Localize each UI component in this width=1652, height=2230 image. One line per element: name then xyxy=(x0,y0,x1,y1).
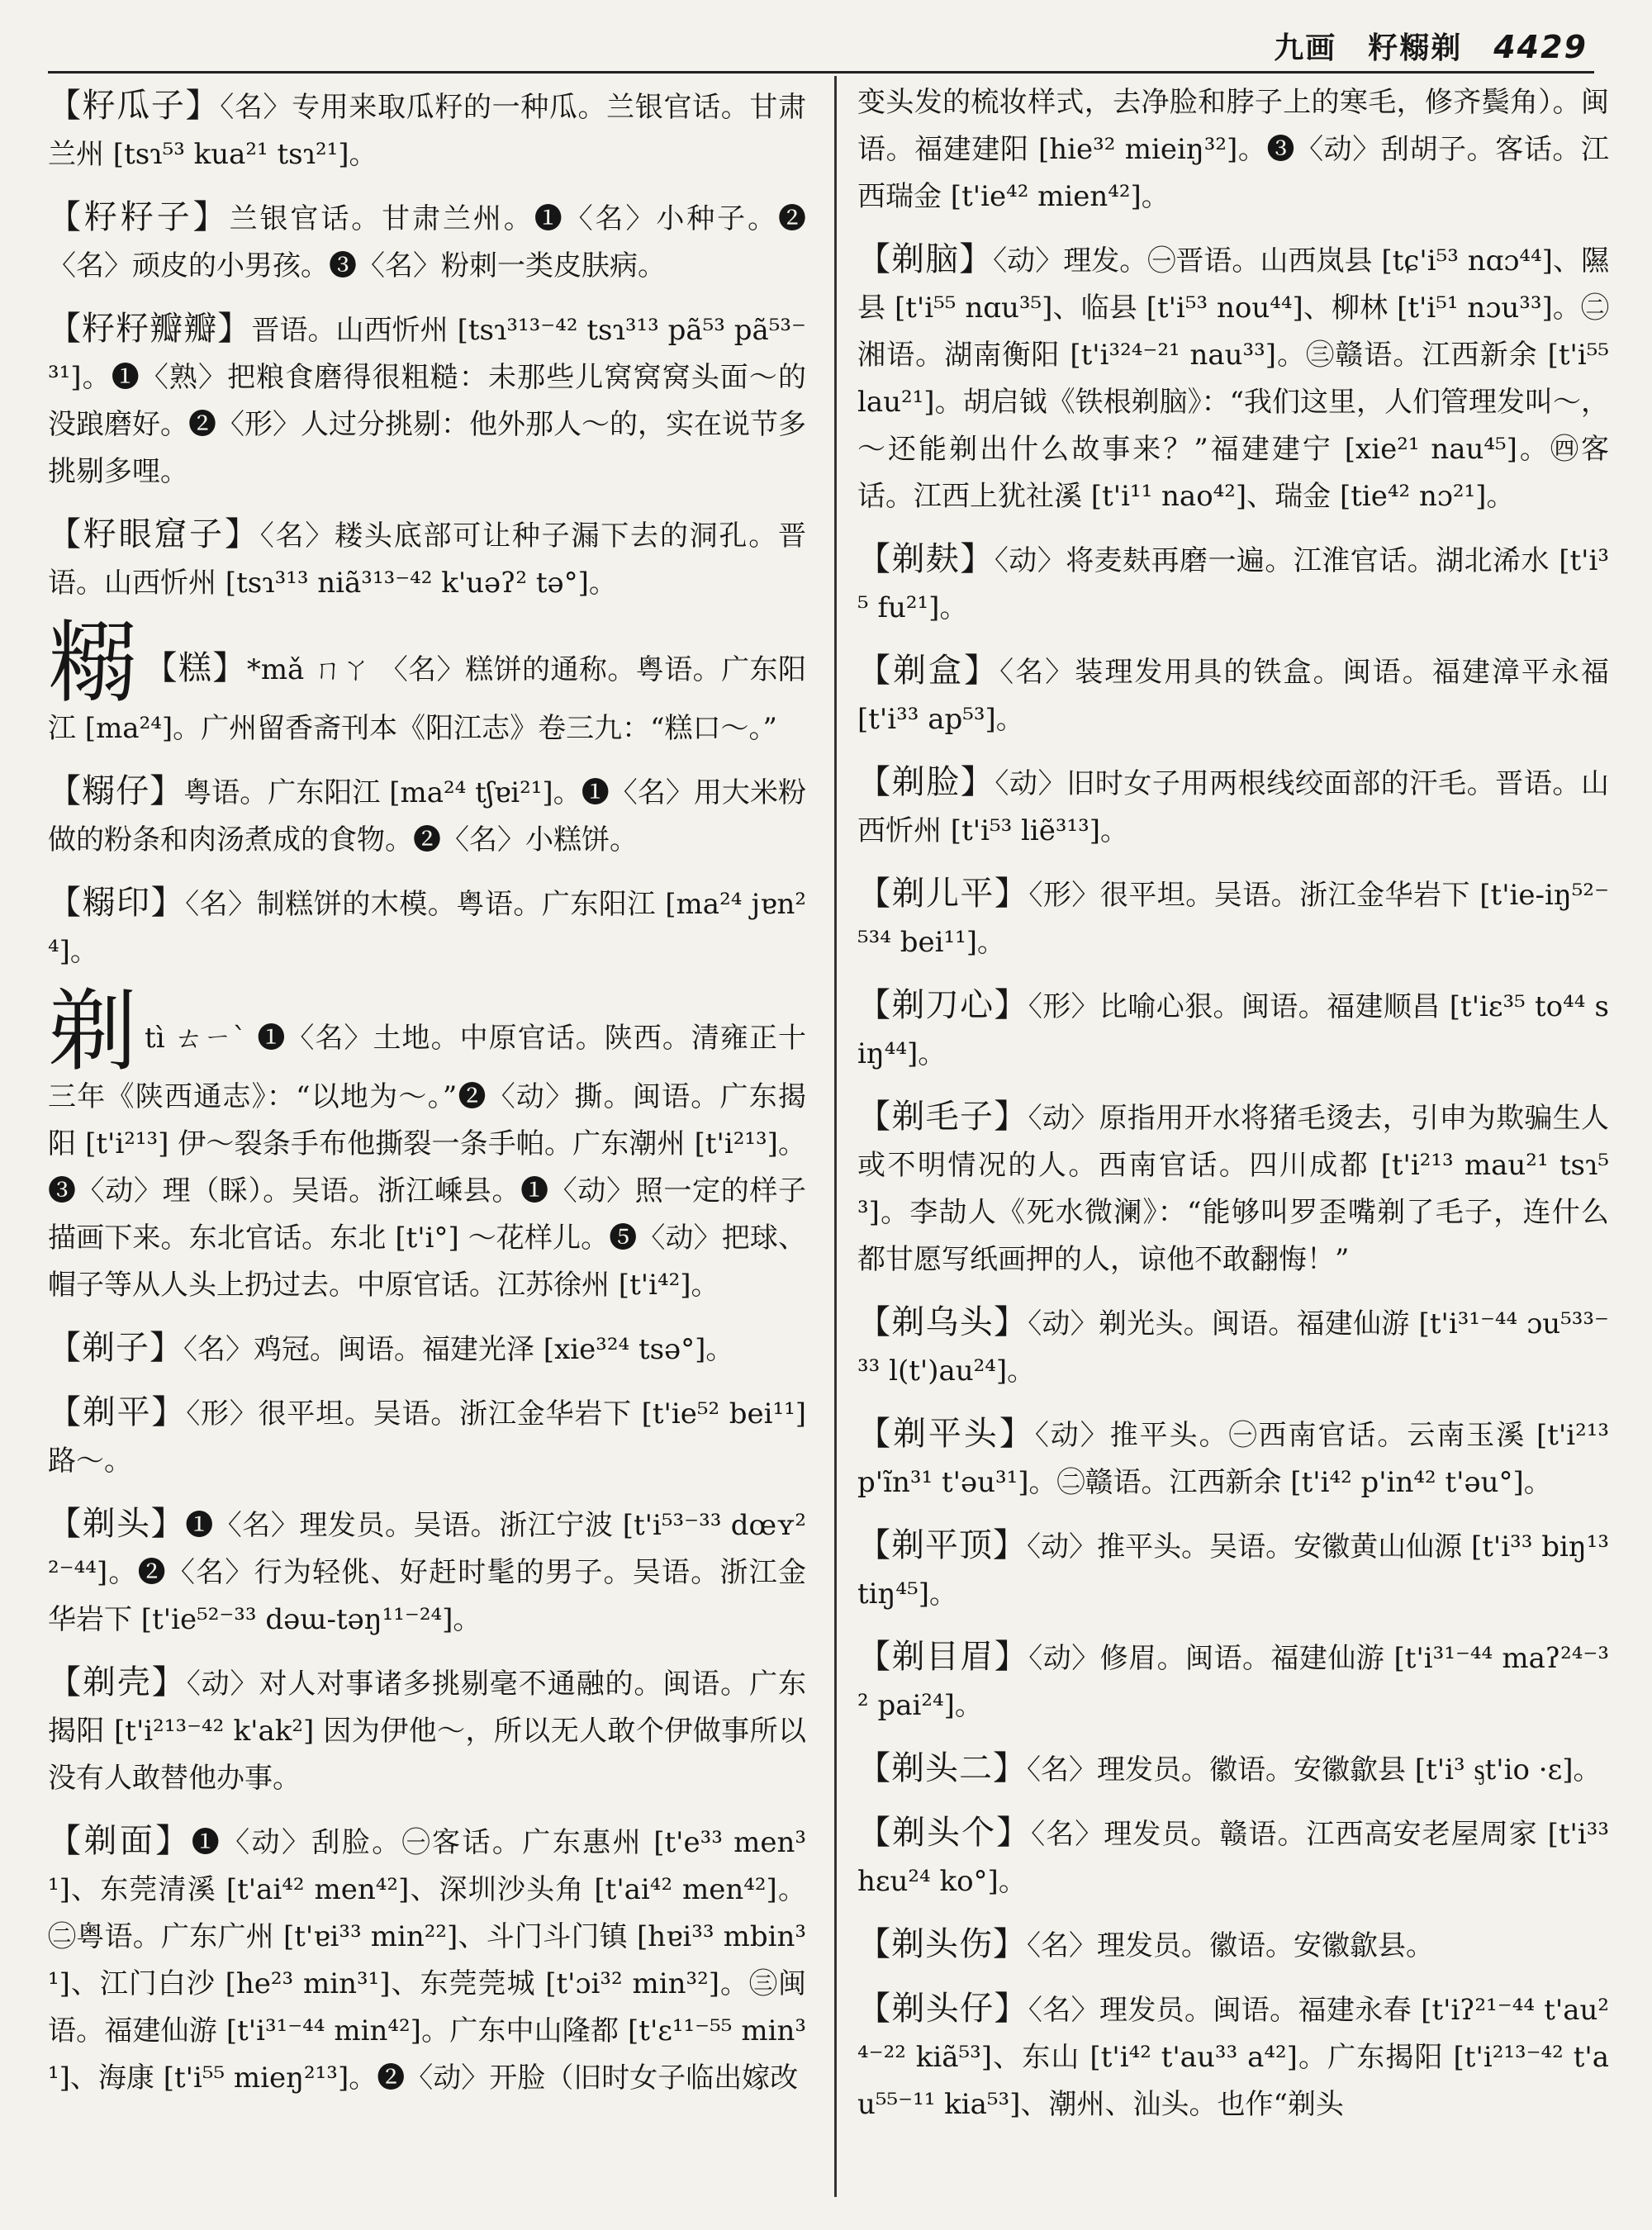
entry-headword: 【剃乌头】 xyxy=(857,1303,1028,1341)
entry-definition: 〈形〉比喻心狠。闽语。福建顺昌 [t'iɛ³⁵ to⁴⁴ siŋ⁴⁴]。 xyxy=(857,990,1610,1070)
dictionary-entry xyxy=(857,1411,1609,1506)
dictionary-entry xyxy=(48,768,806,864)
entry-definition: tì ㄊㄧˋ ❶〈名〉土地。中原官话。陕西。清雍正十三年《陕西通志》：“以地为～。”❷〈动〉撕。闽语。广东揭阳 [t'i²¹³] 伊～裂条手布他撕裂一条手帕。广东潮州 [t'i²¹³]。❸〈动〉理（睬）。吴语。浙江嵊县。❶〈动〉照一定的样子描画下来。东北官话。东北 [t'i°] ～花样儿。❺〈动〉把球、帽子等从人头上扔过去。中原官话。江苏徐州 [t'i⁴²]。 xyxy=(48,1022,806,1302)
entry-definition: 〈动〉旧时女子用两根线绞面部的汗毛。晋语。山西忻州 [t'i⁵³ liẽ³¹³]。 xyxy=(857,767,1610,847)
section-label: 九画 xyxy=(1274,31,1337,65)
head-character: 糑 xyxy=(48,612,138,715)
entry-definition: 晋语。山西忻州 [tsɿ³¹³⁻⁴² tsɿ³¹³ pã⁵³ pã⁵³⁻³¹]。❶〈熟〉把粮食磨得很粗糙：未那些儿窝窝窝头面～的没踉磨好。❷〈形〉人过分挑剔：他外那人～的，实在说节多挑剔多哩。 xyxy=(48,314,806,488)
entry-headword: 【剃头个】 xyxy=(857,1814,1032,1852)
entry-headword: 【剃平头】 xyxy=(857,1415,1035,1453)
entry-definition: 〈动〉推平头。㊀西南官话。云南玉溪 [t'i²¹³ p'ĩn³¹ t'əu³¹]。㊁赣语。江西新余 [t'i⁴² p'in⁴² t'əu°]。 xyxy=(857,1419,1609,1499)
entry-headword: 【籽籽瓣瓣】 xyxy=(48,310,252,348)
dictionary-entry xyxy=(857,1810,1609,1905)
entry-headword: 【剃平顶】 xyxy=(857,1526,1028,1564)
dictionary-entry xyxy=(48,980,806,1309)
dictionary-entry xyxy=(857,1094,1609,1283)
entry-headword: 【剃脑】 xyxy=(857,240,994,278)
entry-definition: 〈名〉理发员。赣语。江西高安老屋周家 [t'i³³ hɛu²⁴ ko°]。 xyxy=(857,1818,1610,1898)
dictionary-entry xyxy=(857,1745,1609,1794)
dictionary-entry xyxy=(48,880,806,975)
dictionary-entry xyxy=(48,612,807,752)
entry-definition: 变头发的梳妆样式，去净脸和脖子上的寒毛，修齐鬓角）。闽语。福建建阳 [hie³² mieiŋ³²]。❸〈动〉刮胡子。客话。江西瑞金 [t'ie⁴² mien⁴²]。 xyxy=(857,86,1609,213)
entry-headword: 【剃壳】 xyxy=(48,1663,187,1701)
head-character: 剃 xyxy=(48,980,139,1084)
dictionary-entry xyxy=(857,1299,1609,1395)
entry-headword: 【剃麸】 xyxy=(857,540,995,578)
entry-definition: 兰银官话。甘肃兰州。❶〈名〉小种子。❷〈名〉顽皮的小男孩。❸〈名〉粉刺一类皮肤病。 xyxy=(48,202,807,282)
entry-definition: 〈名〉制糕饼的木模。粤语。广东阳江 [ma²⁴ jɐn²⁴]。 xyxy=(48,888,806,968)
entry-definition: 〈名〉理发员。闽语。福建永春 [t'iʔ²¹⁻⁴⁴ t'au²⁴⁻²² kiã⁵³]、东山 [t'i⁴² t'au³³ a⁴²]。广东揭阳 [t'i²¹³⁻⁴² t'au⁵⁵⁻¹¹ kia⁵³]、潮州、汕头。也作“剃头 xyxy=(857,1994,1610,2121)
entry-headword: 【剃头伤】 xyxy=(857,1925,1027,1963)
running-head xyxy=(1274,25,1588,67)
entry-headword: 【剃脸】 xyxy=(857,763,995,801)
left-column xyxy=(48,83,806,2118)
dictionary-entry xyxy=(857,236,1609,520)
entry-definition: 〈名〉鸡冠。闽语。福建光泽 [xie³²⁴ tsə°]。 xyxy=(183,1333,734,1366)
dictionary-entry xyxy=(48,1325,806,1374)
dictionary-entry xyxy=(857,1522,1609,1618)
dictionary-entry xyxy=(857,871,1609,966)
dictionary-entry xyxy=(48,1659,806,1802)
dictionary-entry xyxy=(857,1921,1609,1970)
dictionary-entry xyxy=(48,511,806,607)
entry-definition: 〈动〉原指用开水将猪毛烫去，引申为欺骗生人或不明情况的人。西南官话。四川成都 [t'i²¹³ mau²¹ tsɿ⁵³]。李劼人《死水微澜》：“能够叫罗歪嘴剃了毛子，连什么都甘愿写纸画押的人，谅他不敢翻悔！” xyxy=(857,1102,1610,1276)
entry-headword: 【糑印】 xyxy=(48,884,186,922)
dictionary-entry xyxy=(48,306,806,496)
entry-headword: 【剃平】 xyxy=(48,1393,187,1431)
dictionary-entry xyxy=(48,1501,806,1644)
entry-headword: 【糑仔】 xyxy=(48,772,184,810)
dictionary-entry xyxy=(857,1634,1609,1729)
entry-definition: 〈名〉理发员。徽语。安徽歙县 [t'i³ ᶊt'io ·ɛ]。 xyxy=(1027,1753,1602,1786)
dictionary-entry xyxy=(48,1389,806,1485)
dictionary-entry xyxy=(48,194,806,290)
entry-definition: 〈动〉修眉。闽语。福建仙游 [t'i³¹⁻⁴⁴ maʔ²⁴⁻³² pai²⁴]。 xyxy=(857,1642,1609,1722)
entry-definition: 〈形〉很平坦。吴语。浙江金华岩下 [t'ie⁵² bei¹¹] 路～。 xyxy=(48,1397,806,1478)
entry-headword: 【剃子】 xyxy=(48,1329,183,1367)
entry-definition: 〈动〉剃光头。闽语。福建仙游 [t'i³¹⁻⁴⁴ ɔu⁵³³⁻³³ l(t')au²⁴]。 xyxy=(857,1307,1609,1388)
entry-definition: 〈动〉对人对事诸多挑剔毫不通融的。闽语。广东揭阳 [t'i²¹³⁻⁴² k'ak²] 因为伊他～，所以无人敢个伊做事所以没有人敢替他办事。 xyxy=(48,1668,807,1795)
header-rule xyxy=(48,71,1594,74)
entry-definition: 〈动〉推平头。吴语。安徽黄山仙源 [t'i³³ biŋ¹³ tiŋ⁴⁵]。 xyxy=(857,1530,1609,1611)
right-column xyxy=(857,79,1609,2144)
entry-definition: 〈名〉理发员。徽语。安徽歙县。 xyxy=(1027,1929,1434,1962)
dictionary-entry xyxy=(857,648,1609,743)
entry-continuation xyxy=(857,79,1609,221)
entry-headword: 【剃头仔】 xyxy=(857,1990,1028,2028)
entry-headword: 【籽籽子】 xyxy=(48,198,230,236)
entry-headword: 【剃头二】 xyxy=(857,1749,1027,1787)
entry-definition: 〈动〉将麦麸再磨一遍。江淮官话。湖北浠水 [t'i³⁵ fu²¹]。 xyxy=(857,544,1609,624)
dictionary-entry xyxy=(48,83,806,178)
entry-headword: 【剃头】 xyxy=(48,1505,186,1543)
entry-headword: 【剃毛子】 xyxy=(857,1098,1028,1136)
entry-headword: 【籽瓜子】 xyxy=(48,87,221,125)
entry-definition: 〈名〉耧头底部可让种子漏下去的洞孔。晋语。山西忻州 [tsɿ³¹³ niã³¹³⁻⁴² k'uəʔ² tə°]。 xyxy=(48,520,806,600)
entry-definition: *mǎ ㄇㄚ 〈名〉糕饼的通称。粤语。广东阳江 [ma²⁴]。广州留香斋刊本《阳江志》卷三九：“糕口～。” xyxy=(48,653,807,745)
entry-definition: 〈形〉很平坦。吴语。浙江金华岩下 [t'ie-iŋ⁵²⁻⁵³⁴ bei¹¹]。 xyxy=(857,879,1610,959)
page-number: 4429 xyxy=(1493,29,1588,65)
dictionary-entry xyxy=(48,1818,806,2102)
entry-headword: 【糕】 xyxy=(144,649,247,687)
headword-range: 籽糑剃 xyxy=(1368,31,1463,65)
dictionary-entry xyxy=(857,982,1609,1078)
entry-headword: 【剃盒】 xyxy=(857,652,1000,690)
entry-definition: 〈名〉专用来取瓜籽的一种瓜。兰银官话。甘肃兰州 [tsɿ⁵³ kua²¹ tsɿ²¹]。 xyxy=(48,91,807,171)
entry-headword: 【剃目眉】 xyxy=(857,1638,1029,1676)
entry-definition: 〈动〉理发。㊀晋语。山西岚县 [tɕ'i⁵³ nɑɔ⁴⁴]、隰县 [t'i⁵⁵ nɑu³⁵]、临县 [t'i⁵³ nou⁴⁴]、柳林 [t'i⁵¹ nɔu³³]。㊁湘语。湖南衡阳 [t'i³²⁴⁻²¹ nau³³]。㊂赣语。江西新余 [t'i⁵⁵ lau²¹]。胡启钺《铁根剃脑》：“我们这里，人们管理发叫～，～还能剃出什么故事来？”福建建宁 [xie²¹ nau⁴⁵]。㊃客话。江西上犹社溪 [t'i¹¹ nao⁴²]、瑞金 [tie⁴² nɔ²¹]。 xyxy=(857,244,1610,513)
dictionary-entry xyxy=(857,536,1609,632)
column-divider xyxy=(834,76,837,2197)
entry-headword: 【剃面】 xyxy=(48,1822,192,1860)
entry-definition: 粤语。广东阳江 [ma²⁴ tʃɐi²¹]。❶〈名〉用大米粉做的粉条和肉汤煮成的食物。❷〈名〉小糕饼。 xyxy=(48,776,807,856)
entry-definition: 〈名〉装理发用具的铁盒。闽语。福建漳平永福 [t'i³³ ap⁵³]。 xyxy=(857,656,1610,736)
entry-headword: 【剃刀心】 xyxy=(857,986,1028,1024)
dictionary-entry xyxy=(857,1986,1609,2128)
entry-definition: ❶〈名〉理发员。吴语。浙江宁波 [t'i⁵³⁻³³ dœʏ²²⁻⁴⁴]。❷〈名〉行为轻佻、好赶时髦的男子。吴语。浙江金华岩下 [t'ie⁵²⁻³³ dəɯ-təŋ¹¹⁻²⁴]。 xyxy=(48,1509,806,1636)
entry-definition: ❶〈动〉刮脸。㊀客话。广东惠州 [t'e³³ men³¹]、东莞清溪 [t'ai⁴² men⁴²]、深圳沙头角 [t'ai⁴² men⁴²]。㊁粤语。广东广州 [t'ɐi³³ min²²]、斗门斗门镇 [hɐi³³ mbin³¹]、江门白沙 [he²³ min³¹]、东莞莞城 [t'ɔi³² min³²]。㊂闽语。福建仙游 [t'i³¹⁻⁴⁴ min⁴²]。广东中山隆都 [t'ɛ¹¹⁻⁵⁵ min³¹]、海康 [t'i⁵⁵ mieŋ²¹³]。❷〈动〉开脸（旧时女子临出嫁改 xyxy=(48,1826,806,2095)
entry-headword: 【剃儿平】 xyxy=(857,875,1029,913)
entry-headword: 【籽眼窟子】 xyxy=(48,515,260,553)
dictionary-entry xyxy=(857,759,1609,855)
